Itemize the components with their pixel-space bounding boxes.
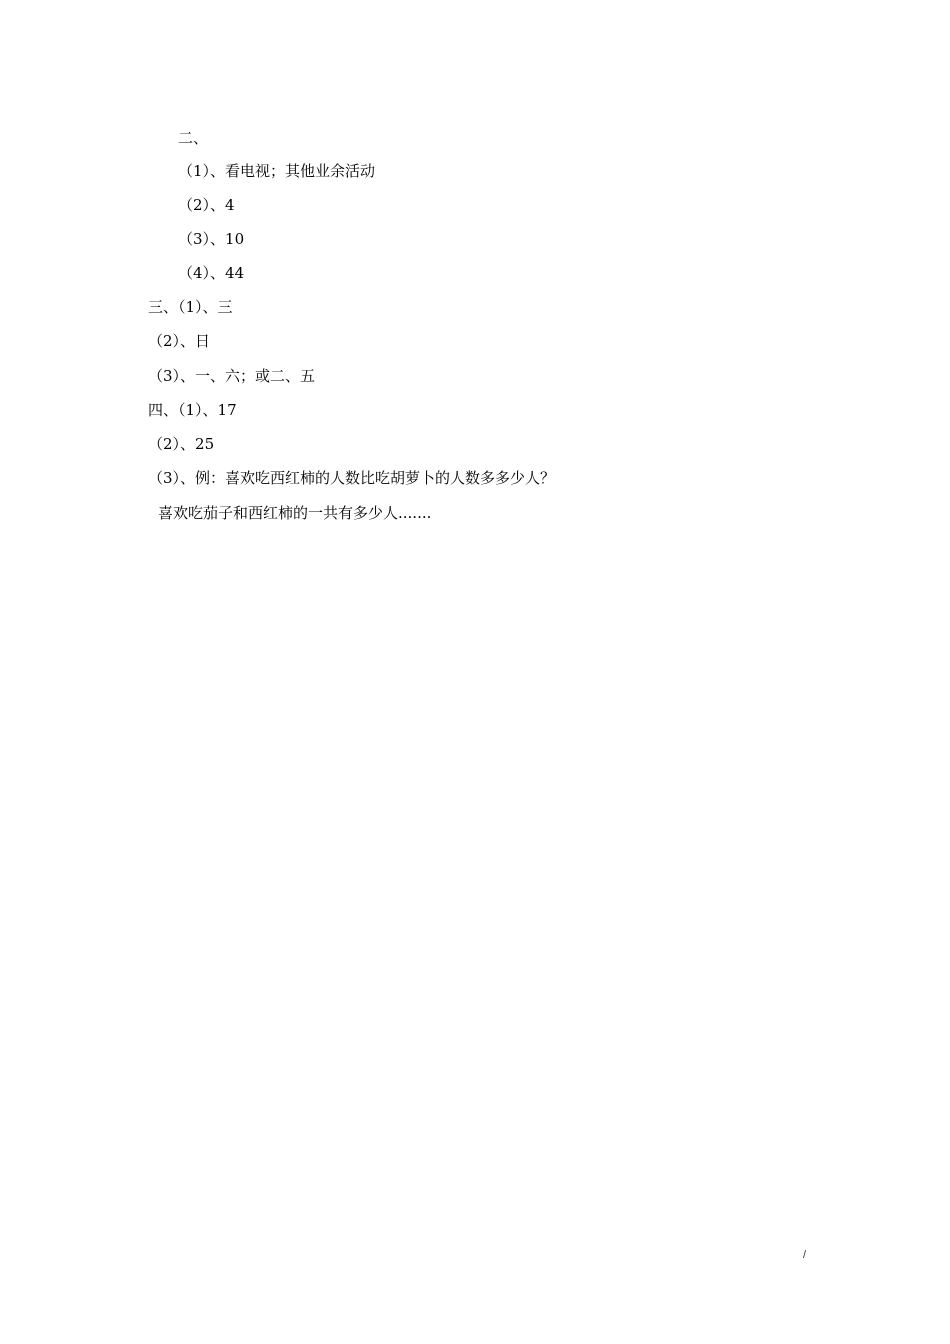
section-three-line: 三、（1）、三	[148, 298, 233, 316]
answer-line: （3）、10	[178, 230, 245, 248]
answer-line: （3）、例：喜欢吃西红柿的人数比吃胡萝卜的人数多多少人？	[148, 469, 556, 487]
section-two-heading: 二、	[178, 129, 209, 147]
answer-continuation-line: 喜欢吃茄子和西红柿的一共有多少人.......	[158, 504, 432, 522]
answer-line: （2）、日	[148, 332, 211, 350]
answer-line: （2）、25	[148, 435, 215, 453]
answer-line: （2）、4	[178, 196, 235, 214]
answer-line: （4）、44	[178, 264, 245, 282]
page-number: /	[803, 1249, 807, 1261]
answer-line: （3）、一、六；或二、五	[148, 367, 316, 385]
section-four-line: 四、（1）、17	[148, 401, 237, 419]
answer-line: （1）、看电视；其他业余活动	[178, 162, 376, 180]
